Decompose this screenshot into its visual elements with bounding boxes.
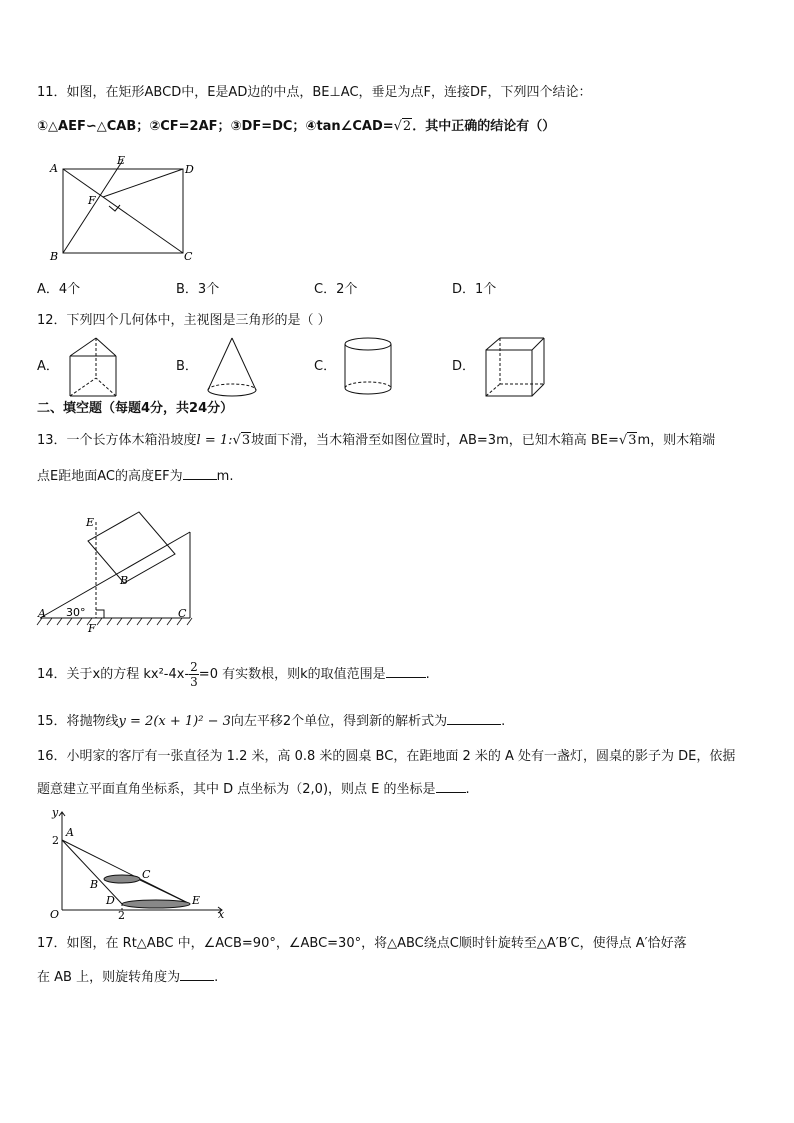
q14-line: 14．关于x的方程 kx²-4x- $\frac{2}{3}$ =0 有实数根，则k的取值范围是 . xyxy=(37,660,430,689)
section-2-title: 二、填空题（每题4分，共24分） xyxy=(37,401,234,416)
cone-icon xyxy=(204,334,260,400)
label-x: x xyxy=(218,908,225,921)
q11-sqrt-2: √2 xyxy=(393,119,412,134)
label-o: O xyxy=(50,908,60,921)
q14-fraction: $\frac{2}{3}$ xyxy=(190,660,198,689)
label-a: A xyxy=(66,826,74,839)
label-d: D xyxy=(106,894,115,907)
label-f: F xyxy=(88,194,96,207)
q16-line2: 题意建立平面直角坐标系，其中 D 点坐标为（2,0)，则点 E 的坐标是 . xyxy=(37,782,470,797)
cube-icon xyxy=(482,334,548,400)
q11-rectangle-figure xyxy=(44,152,204,264)
q13-slope-sqrt: √3 xyxy=(232,433,251,448)
q16-answer-blank xyxy=(436,780,466,793)
q15-answer-blank xyxy=(447,712,501,725)
q14-answer-blank xyxy=(386,665,426,678)
q16-line1: 16．小明家的客厅有一张直径为 1.2 米，高 0.8 米的圆桌 BC，在距地面 2 米的 A 处有一盏灯，圆桌的影子为 DE，依据 xyxy=(37,749,736,764)
q17-line2: 在 AB 上，则旋转角度为 . xyxy=(37,970,219,985)
q11-option-d: D．1个 xyxy=(452,282,497,297)
q15-formula: y = 2(x + 1)² − 3 xyxy=(118,714,231,729)
q13-slope-figure xyxy=(34,508,204,634)
label-b: B xyxy=(120,574,129,587)
q13-line2: 点E距地面AC的高度EF为 m. xyxy=(37,469,234,484)
label-c: C xyxy=(184,250,193,263)
label-y: y xyxy=(52,806,59,819)
q12-option-d: D． xyxy=(452,359,476,374)
label-e: E xyxy=(192,894,201,907)
label-e: E xyxy=(117,154,126,167)
q13-line1: 13．一个长方体木箱沿坡度l = 1:√3坡面下滑，当木箱滑至如图位置时，AB=3m，已知木箱高 BE=√3m，则木箱端 xyxy=(37,433,716,448)
label-d: D xyxy=(185,163,194,176)
q13-answer-blank xyxy=(183,467,217,480)
q11-conclusions-post: ．其中正确的结论有（） xyxy=(412,119,556,134)
label-f: F xyxy=(88,622,96,634)
q12-stem: 12．下列四个几何体中，主视图是三角形的是（ ） xyxy=(37,313,331,328)
q11-option-b: B．3个 xyxy=(176,282,220,297)
q12-option-a: A． xyxy=(37,359,59,374)
q15-line: 15．将抛物线y = 2(x + 1)² − 3向左平移2个单位，得到新的解析式为 . xyxy=(37,714,506,729)
label-a: A xyxy=(38,607,46,620)
label-angle-30: 30° xyxy=(66,606,86,619)
q11-option-a: A．4个 xyxy=(37,282,81,297)
q13-be-sqrt: √3 xyxy=(618,433,637,448)
cylinder-icon xyxy=(342,334,398,400)
label-c: C xyxy=(142,868,151,881)
label-a: A xyxy=(50,162,58,175)
q11-option-c: C．2个 xyxy=(314,282,358,297)
diagonal-ac xyxy=(63,169,183,253)
q11-conclusions xyxy=(37,118,555,136)
label-b: B xyxy=(50,250,59,263)
label-2-y: 2 xyxy=(52,834,59,847)
q12-option-c: C． xyxy=(314,359,337,374)
q11-stem: 11．如图，在矩形ABCD中，E是AD边的中点，BE⊥AC，垂足为点F，连接DF，下列四个结论： xyxy=(37,85,592,100)
q17-answer-blank xyxy=(180,968,214,981)
q16-coordinate-figure xyxy=(44,806,234,922)
q11-conclusions-pre: ①△AEF∽△CAB；②CF=2AF；③DF=DC；④tan∠CAD= xyxy=(37,119,394,134)
q12-option-b: B． xyxy=(176,359,198,374)
triangular-prism-icon xyxy=(66,334,122,400)
label-b: B xyxy=(90,878,99,891)
label-c: C xyxy=(178,607,187,620)
label-e: E xyxy=(86,516,95,529)
label-2-x: 2 xyxy=(118,909,125,922)
q17-line1: 17．如图，在 Rt△ABC 中，∠ACB=90°，∠ABC=30°，将△ABC绕点C顺时针旋转至△A′B′C，使得点 A′恰好落 xyxy=(37,936,687,951)
q13-slope: l = 1: xyxy=(196,433,233,448)
